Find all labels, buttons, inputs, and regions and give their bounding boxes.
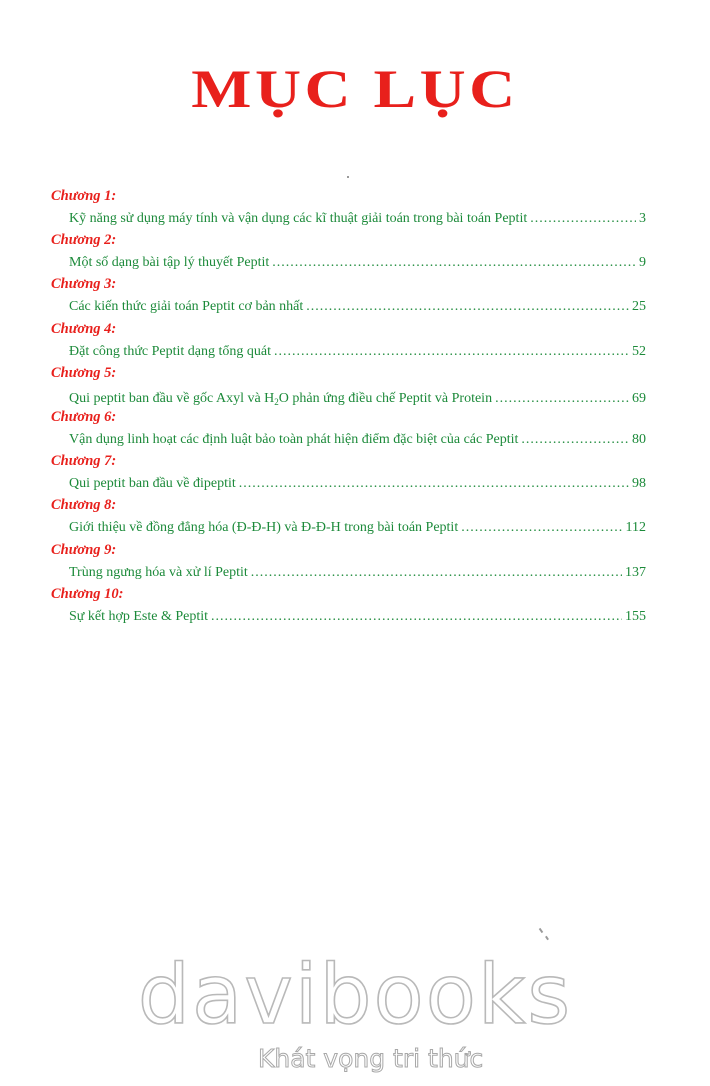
toc-entry[interactable] — [69, 520, 646, 536]
scan-speck — [347, 176, 349, 178]
toc-entry[interactable] — [69, 299, 646, 315]
entry-title: Sự kết hợp Este & Peptit — [69, 608, 209, 624]
chapter-label: Chương 6: — [51, 408, 117, 425]
page-number: 112 — [625, 520, 646, 536]
chapter-label: Chương 2: — [51, 232, 117, 249]
dot-leader — [306, 299, 629, 315]
chapter-label: Chương 1: — [51, 188, 117, 204]
entry-title — [69, 391, 492, 407]
dot-leader — [272, 255, 636, 271]
chapter-label: Chương 10: — [51, 585, 124, 602]
page-number: 3 — [639, 211, 646, 226]
toc-chapter-1 — [0, 188, 710, 232]
scan-speck — [539, 928, 544, 933]
toc-chapter-6 — [0, 409, 710, 453]
toc-entry[interactable] — [69, 391, 646, 407]
toc-entry[interactable] — [69, 565, 646, 581]
chapter-label: Chương 3: — [51, 276, 117, 293]
page-number: 155 — [625, 608, 646, 624]
toc-entry[interactable] — [69, 476, 646, 492]
toc-entry[interactable] — [69, 609, 646, 625]
toc-chapter-9 — [0, 542, 710, 586]
page-number: 80 — [632, 431, 646, 447]
entry-title-part: O phản ứng điều chế Peptit và Protein — [278, 390, 493, 406]
entry-title-part: Qui peptit ban đầu về gốc Axyl và H — [69, 390, 275, 406]
dot-leader — [530, 211, 636, 227]
page-number: 98 — [632, 476, 646, 492]
toc-entry[interactable] — [69, 211, 646, 227]
dot-leader — [461, 520, 622, 536]
toc-chapter-5 — [0, 365, 710, 409]
dot-leader — [521, 432, 629, 448]
chapter-label: Chương 7: — [51, 453, 117, 470]
entry-title: Kỹ năng sử dụng máy tính và vận dụng các kĩ thuật giải toán trong bài toán Peptit — [69, 211, 528, 226]
toc-entry[interactable] — [69, 432, 646, 448]
scan-speck — [545, 936, 549, 940]
toc-entry[interactable] — [69, 344, 646, 360]
entry-title: Vận dụng linh hoạt các định luật bảo toàn phát hiện điểm đặc biệt của các Peptit — [69, 431, 519, 447]
entry-title: Một số dạng bài tập lý thuyết Peptit — [69, 255, 270, 271]
toc-chapter-7 — [0, 453, 710, 497]
page-number: 137 — [625, 564, 646, 580]
toc-chapter-2 — [0, 232, 710, 276]
watermark-slogan: Khát vọng tri thức — [258, 1044, 484, 1073]
chapter-label: Chương 5: — [51, 364, 117, 381]
dot-leader — [251, 565, 622, 581]
dot-leader — [274, 344, 629, 360]
chapter-label: Chương 8: — [51, 497, 117, 514]
page-number: 25 — [632, 299, 646, 315]
chapter-label: Chương 4: — [51, 320, 117, 337]
table-of-contents — [0, 188, 710, 630]
dot-leader — [211, 609, 622, 625]
toc-chapter-8 — [0, 497, 710, 541]
entry-title: Đặt công thức Peptit dạng tổng quát — [69, 343, 271, 359]
subscript-2: 2 — [274, 396, 279, 407]
entry-title: Các kiến thức giải toán Peptit cơ bản nhất — [69, 299, 304, 315]
chapter-label: Chương 9: — [51, 541, 117, 558]
entry-title: Qui peptit ban đầu về đipeptit — [69, 476, 236, 492]
page-number: 52 — [632, 343, 646, 359]
entry-title: Trùng ngưng hóa và xử lí Peptit — [69, 564, 248, 580]
toc-entry[interactable] — [69, 255, 646, 271]
watermark-logo: davibooks — [137, 948, 573, 1043]
page-number: 69 — [632, 390, 646, 406]
toc-chapter-4 — [0, 321, 710, 365]
dot-leader — [239, 476, 629, 492]
toc-chapter-3 — [0, 276, 710, 320]
page-number: 9 — [639, 255, 646, 271]
dot-leader — [495, 391, 629, 407]
entry-title: Giới thiệu về đồng đẳng hóa (Đ-Đ-H) và Đ-Đ-H trong bài toán Peptit — [69, 520, 459, 536]
toc-chapter-10 — [0, 586, 710, 630]
page-title: MỤC LỤC — [191, 59, 519, 119]
